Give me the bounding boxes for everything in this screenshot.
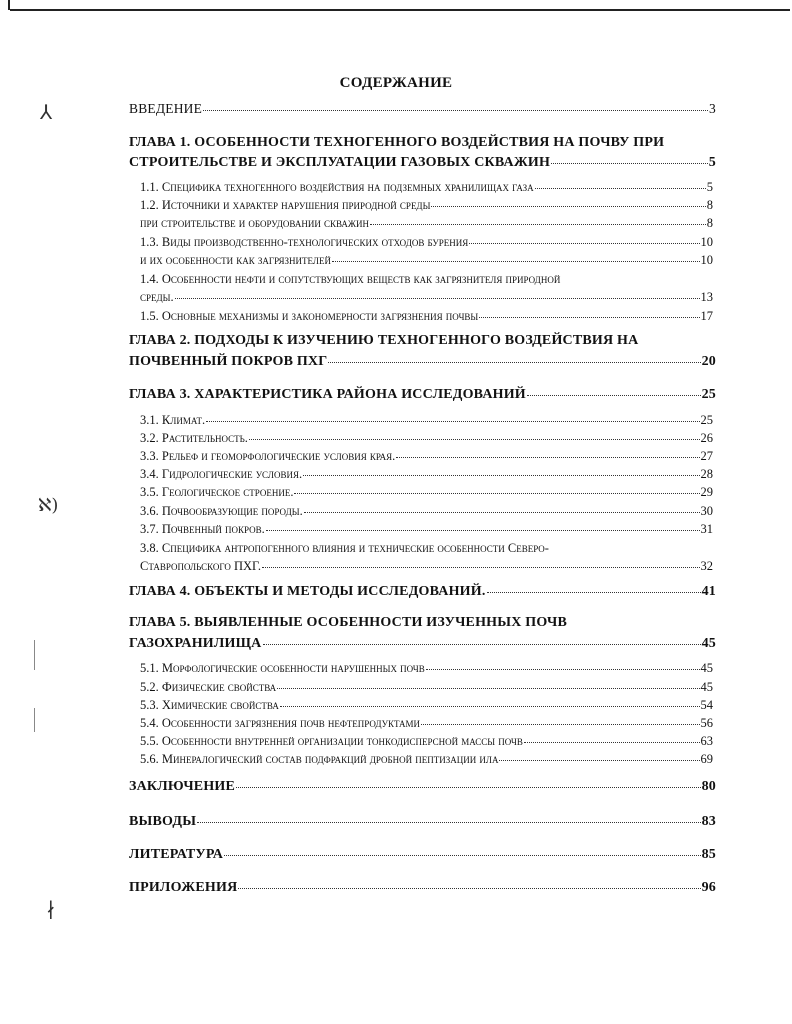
leader-dots [524,732,700,743]
page-number: 30 [700,504,713,518]
page-number: 20 [701,354,716,370]
toc-entry-1-5[interactable]: 1.5. Основные механизмы и закономерности загрязнения почвы 17 [140,309,713,323]
toc-entry-3-8[interactable]: Ставропольского ПХГ. 32 [140,559,713,573]
page-title: СОДЕРЖАНИЕ [339,75,453,91]
page-number: 25 [700,413,713,427]
leader-dots [527,384,701,396]
toc-entry-1-4[interactable]: среды. 13 [140,290,713,304]
toc-chapter-1-line1[interactable]: ГЛАВА 1. ОСОБЕННОСТИ ТЕХНОГЕННОГО ВОЗДЕЙСТВИЯ НА ПОЧВУ ПРИ [129,135,665,150]
toc-entry-literature[interactable]: ЛИТЕРАТУРА 85 [129,846,716,863]
toc-entry-1-1[interactable]: 1.1. Специфика техногенного воздействия на подземных хранилищах газа 5 [140,180,713,194]
toc-entry-1-2[interactable]: 1.2. Источники и характер нарушения природной среды 8 [140,198,713,212]
page-number: 80 [701,779,716,795]
toc-entry-1-2-cont[interactable]: при строительстве и оборудовании скважин 8 [140,216,713,230]
leader-dots [551,152,708,164]
leader-dots [328,351,700,363]
toc-entry-1-3-cont[interactable]: и их особенности как загрязнителей 10 [140,253,713,267]
leader-dots [426,659,700,670]
toc-entry-5-5[interactable]: 5.5. Особенности внутренней организации тонкодисперсной массы почв 63 [140,734,713,748]
page-number: 25 [701,387,716,403]
toc-entry-3-7[interactable]: 3.7. Почвенный покров. 31 [140,522,713,536]
toc-entry-chapter-4[interactable]: ГЛАВА 4. ОБЪЕКТЫ И МЕТОДЫ ИССЛЕДОВАНИЙ. 41 [129,583,716,600]
leader-dots [479,307,699,318]
toc-entry-chapter-5[interactable]: ГАЗОХРАНИЛИЩА 45 [129,635,716,652]
page-number: 32 [700,559,713,573]
page-number: 85 [701,847,716,863]
leader-dots [370,214,706,225]
toc-entry-5-4[interactable]: 5.4. Особенности загрязнения почв нефтепродуктами 56 [140,716,713,730]
leader-dots [262,557,700,568]
leader-dots [280,696,700,707]
page-number: 10 [700,253,713,267]
toc-entry-1-4-line1[interactable]: 1.4. Особенности нефти и сопутствующих веществ как загрязнителя природной [140,272,561,286]
page-number: 69 [700,752,713,766]
leader-dots [469,233,699,244]
toc-entry-conclusion[interactable]: ЗАКЛЮЧЕНИЕ 80 [129,778,716,795]
leader-dots [238,877,700,889]
leader-dots [249,429,700,440]
toc-entry-5-2[interactable]: 5.2. Физические свойства 45 [140,680,713,694]
toc-chapter-5-line1[interactable]: ГЛАВА 5. ВЫЯВЛЕННЫЕ ОСОБЕННОСТИ ИЗУЧЕННЫХ ПОЧВ [129,615,568,630]
page-number: 26 [700,431,713,445]
page-top-border [10,9,790,11]
leader-dots [277,678,699,689]
toc-entry-chapter-2[interactable]: ПОЧВЕННЫЙ ПОКРОВ ПХГ 20 [129,353,716,370]
leader-dots [499,750,699,761]
margin-scribble [34,708,35,732]
leader-dots [421,714,699,725]
toc-entry-findings[interactable]: ВЫВОДЫ 83 [129,813,716,830]
leader-dots [294,483,699,494]
page-number: 45 [700,680,713,694]
page-number: 5 [706,180,713,194]
margin-scribble [34,640,35,670]
handwritten-mark: ⅄ [40,100,53,124]
page-number: 17 [700,309,713,323]
toc-entry-intro[interactable]: ВВЕДЕНИЕ 3 [129,101,716,116]
page-number: 13 [700,290,713,304]
leader-dots [263,633,701,645]
toc-entry-3-4[interactable]: 3.4. Гидрологические условия. 28 [140,467,713,481]
toc-entry-3-1[interactable]: 3.1. Климат. 25 [140,413,713,427]
leader-dots [175,288,700,299]
toc-entry-5-1[interactable]: 5.1. Морфологические особенности нарушенных почв 45 [140,661,713,675]
page-number: 27 [700,449,713,463]
toc-chapter-2-line1[interactable]: ГЛАВА 2. ПОДХОДЫ К ИЗУЧЕНИЮ ТЕХНОГЕННОГО ВОЗДЕЙСТВИЯ НА [129,333,639,348]
page-number: 31 [700,522,713,536]
page-number: 45 [700,661,713,675]
toc-entry-3-6[interactable]: 3.6. Почвообразующие породы. 30 [140,504,713,518]
handwritten-mark: ℵ) [38,495,59,516]
page-number: 28 [700,467,713,481]
toc-entry-chapter-1[interactable]: СТРОИТЕЛЬСТВЕ И ЭКСПЛУАТАЦИИ ГАЗОВЫХ СКВАЖИН 5 [129,154,716,171]
page-number: 41 [701,584,716,600]
leader-dots [203,99,708,111]
toc-entry-appendices[interactable]: ПРИЛОЖЕНИЯ 96 [129,879,716,896]
page-number: 8 [706,216,713,230]
toc-entry-3-8-line1[interactable]: 3.8. Специфика антропогенного влияния и технические особенности Северо- [140,541,549,555]
page-corner-mark [8,0,10,10]
toc-entry-1-3[interactable]: 1.3. Виды производственно-технологических отходов бурения 10 [140,235,713,249]
leader-dots [224,844,700,856]
handwritten-mark: ∤ [46,898,56,922]
leader-dots [206,411,699,422]
leader-dots [304,502,700,513]
toc-entry-3-3[interactable]: 3.3. Рельеф и геоморфологические условия края. 27 [140,449,713,463]
leader-dots [303,465,699,476]
page-number: 83 [701,814,716,830]
page-number: 8 [706,198,713,212]
page-number: 3 [709,101,716,116]
page-number: 45 [701,636,716,652]
leader-dots [332,251,699,262]
leader-dots [535,178,706,189]
toc-entry-3-5[interactable]: 3.5. Геологическое строение. 29 [140,485,713,499]
page-number: 63 [700,734,713,748]
page-number: 10 [700,235,713,249]
page-number: 56 [700,716,713,730]
page-number: 5 [708,155,716,171]
page-number: 96 [701,880,716,896]
toc-entry-5-6[interactable]: 5.6. Минералогический состав подфракций дробной пептизации ила 69 [140,752,713,766]
toc-entry-5-3[interactable]: 5.3. Химические свойства 54 [140,698,713,712]
leader-dots [396,447,699,458]
toc-entry-chapter-3[interactable]: ГЛАВА 3. ХАРАКТЕРИСТИКА РАЙОНА ИССЛЕДОВАНИЙ 25 [129,386,716,403]
leader-dots [431,196,705,207]
leader-dots [236,776,701,788]
toc-entry-3-2[interactable]: 3.2. Растительность. 26 [140,431,713,445]
leader-dots [487,581,701,593]
leader-dots [266,520,700,531]
page-number: 54 [700,698,713,712]
page-number: 29 [700,485,713,499]
leader-dots [197,811,700,823]
